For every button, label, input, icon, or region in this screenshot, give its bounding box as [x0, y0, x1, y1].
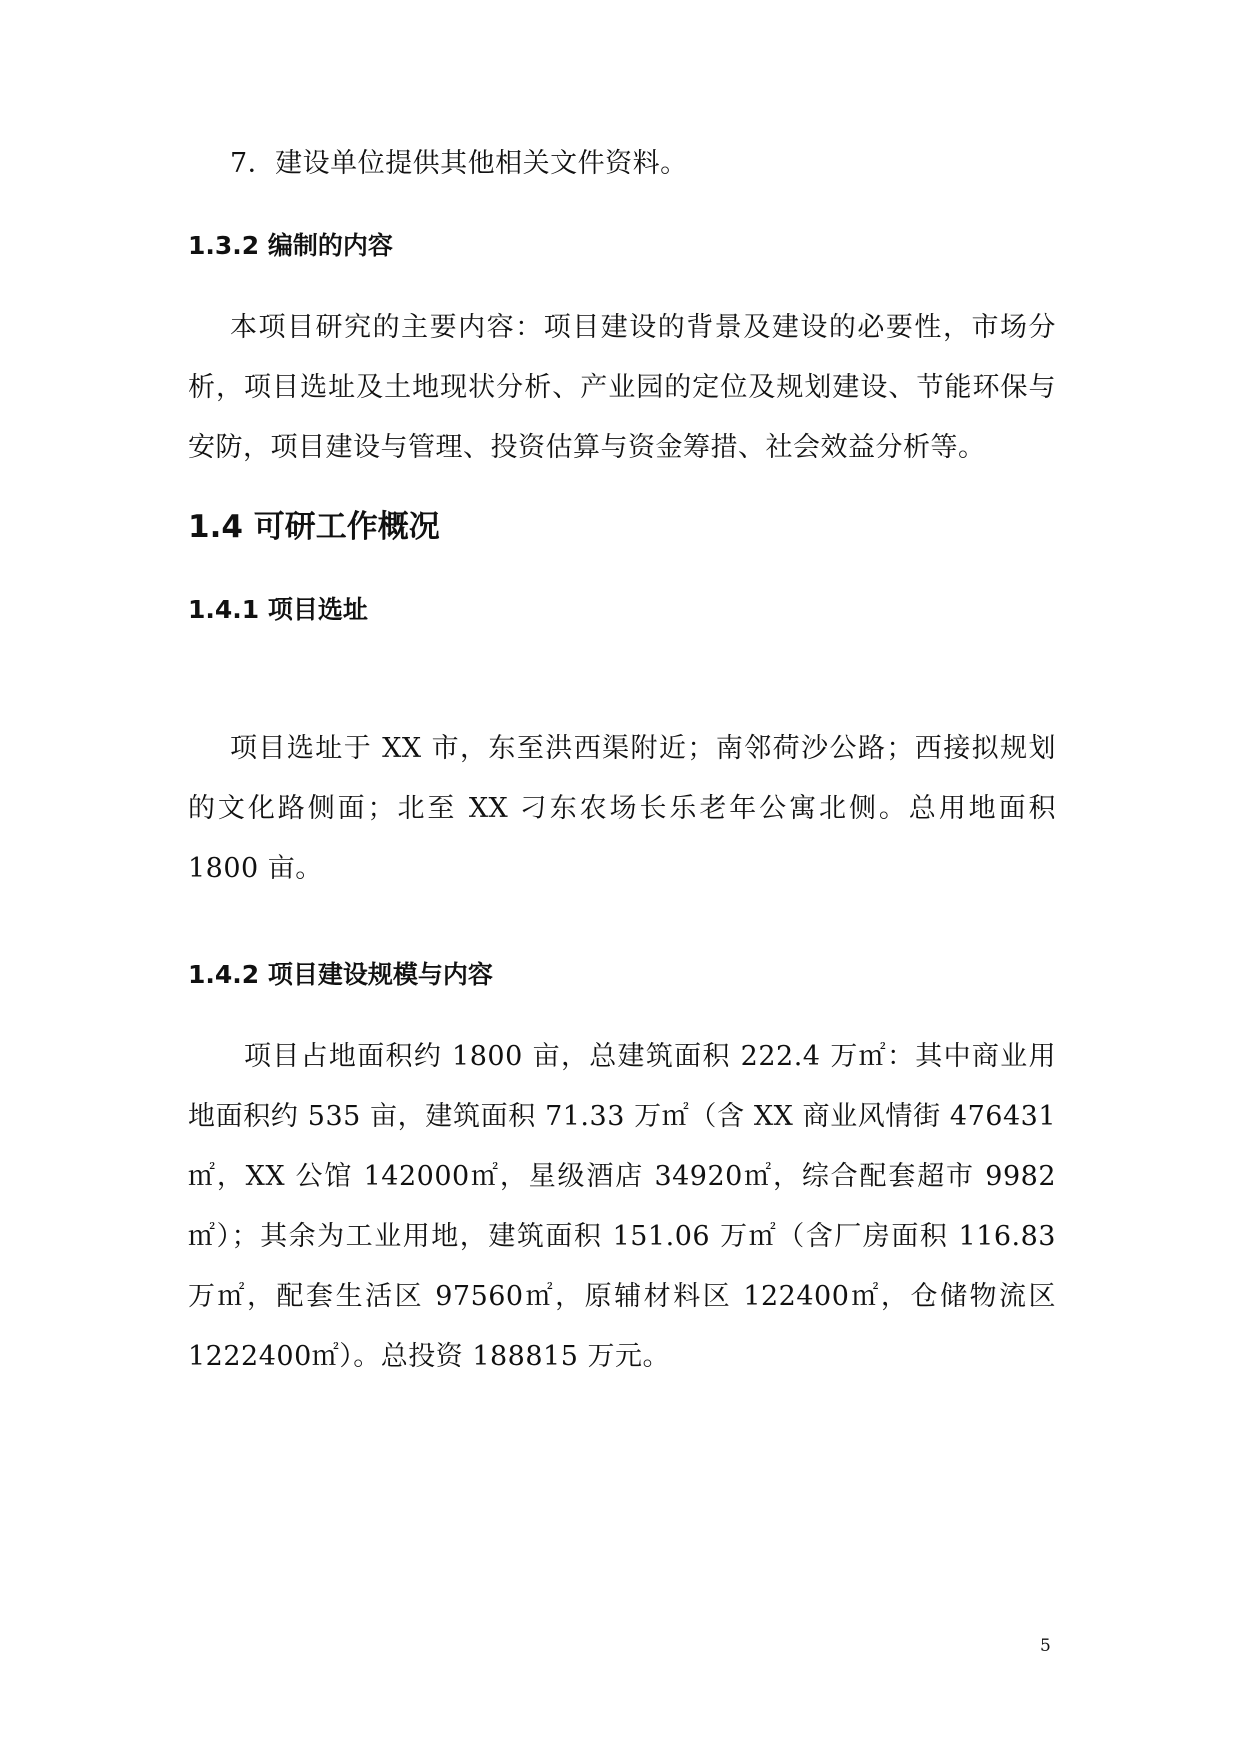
page-number: 5 — [1040, 1636, 1051, 1656]
list-item-7: 7．建设单位提供其他相关文件资料。 — [230, 148, 688, 179]
section-heading-1-4-1: 1.4.1 项目选址 — [188, 595, 368, 624]
paragraph-scale-and-content: 项目占地面积约 1800 亩，总建筑面积 222.4 万㎡：其中商业用地面积约 535 亩，建筑面积 71.33 万㎡（含 XX 商业风情街 476431㎡，XX 公馆 142000㎡，星级酒店 34920㎡，综合配套超市 9982㎡）；其余为工业用地，建筑面积 151.06 万㎡（含厂房面积 116.83 万㎡，配套生活区 97560㎡，原辅材料区 122400㎡，仓储物流区 1222400㎡）。总投资 188815 万元。 — [188, 1041, 1056, 1372]
section-heading-1-4: 1.4 可研工作概况 — [188, 509, 440, 545]
section-heading-1-3-2: 1.3.2 编制的内容 — [188, 231, 393, 260]
section-heading-1-4-2: 1.4.2 项目建设规模与内容 — [188, 960, 493, 989]
paragraph-content-scope: 本项目研究的主要内容：项目建设的背景及建设的必要性，市场分析，项目选址及土地现状分析、产业园的定位及规划建设、节能环保与安防，项目建设与管理、投资估算与资金筹措、社会效益分析等。 — [188, 312, 1056, 463]
paragraph-site-selection: 项目选址于 XX 市，东至洪西渠附近；南邻荷沙公路；西接拟规划的文化路侧面；北至 XX 刁东农场长乐老年公寓北侧。总用地面积 1800 亩。 — [188, 733, 1056, 884]
